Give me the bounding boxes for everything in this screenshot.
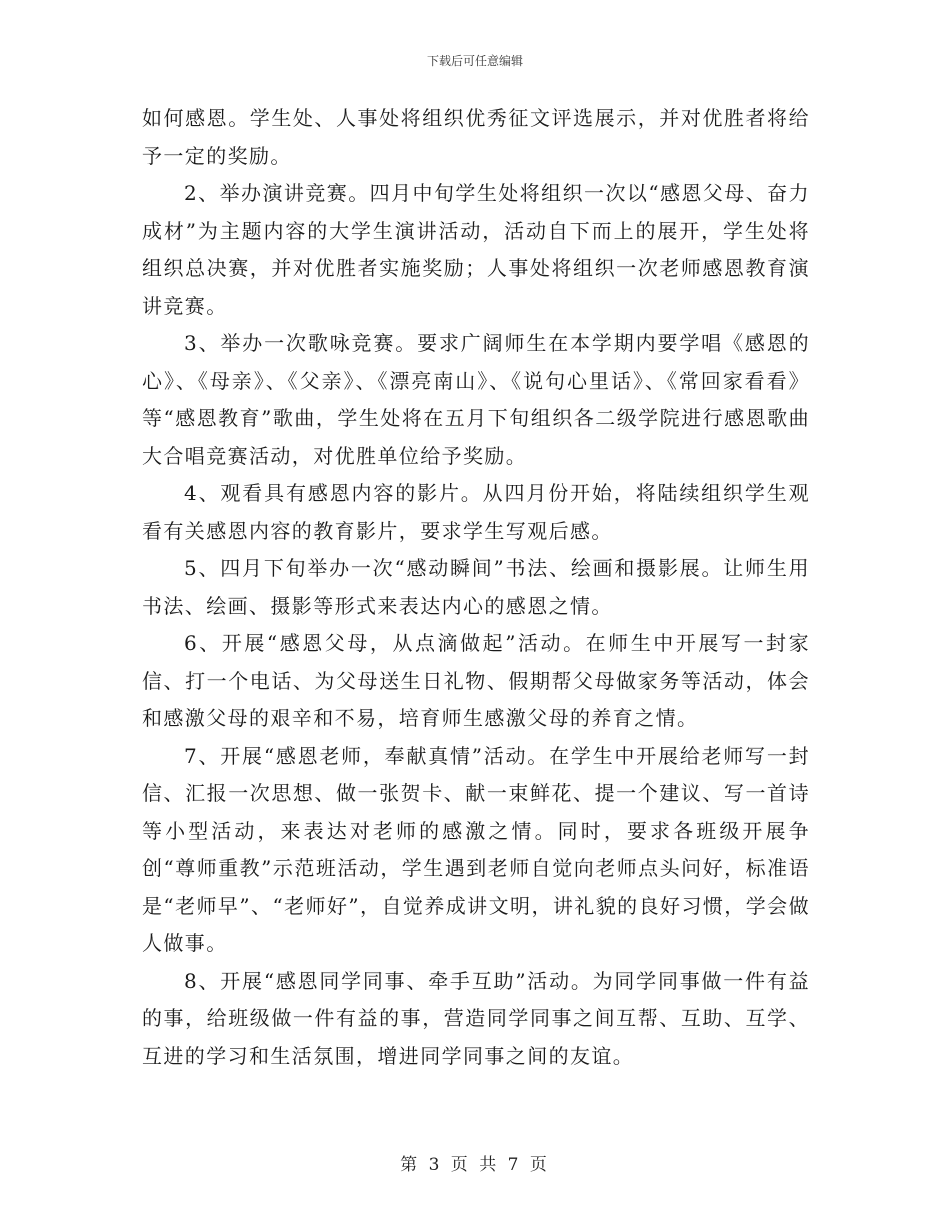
paragraph-item-3: 3、举办一次歌咏竞赛。要求广阔师生在本学期内要学唱《感恩的心》、《母亲》、《父亲》、《漂亮南山》、《说句心里话》、《常回家看看》等“感恩教育”歌曲，学生处将在五月下旬组织各二级学院进行感恩歌曲大合唱竞赛活动，对优胜单位给予奖励。 xyxy=(142,331,810,468)
paragraph-item-2: 2、举办演讲竞赛。四月中旬学生处将组织一次以“感恩父母、奋力成材”为主题内容的大学生演讲活动，活动自下而上的展开，学生处将组织总决赛，并对优胜者实施奖励；人事处将组织一次老师感恩教育演讲竞赛。 xyxy=(142,181,810,318)
document-body xyxy=(142,100,810,1075)
page-header: 下载后可任意编辑 xyxy=(426,54,523,68)
paragraph-item-7: 7、开展“感恩老师，奉献真情”活动。在学生中开展给老师写一封信、汇报一次思想、做一张贺卡、献一束鲜花、提一个建议、写一首诗等小型活动，来表达对老师的感激之情。同时，要求各班级开展争创“尊师重教”示范班活动，学生遇到老师自觉向老师点头问好，标准语是“老师早”、“老师好”，自觉养成讲文明，讲礼貌的良好习惯，学会做人做事。 xyxy=(142,743,810,955)
paragraph-item-8: 8、开展“感恩同学同事、牵手互助”活动。为同学同事做一件有益的事，给班级做一件有益的事，营造同学同事之间互帮、互助、互学、互进的学习和生活氛围，增进同学同事之间的友谊。 xyxy=(142,968,810,1068)
page-footer: 第 3 页 共 7 页 xyxy=(400,1155,550,1175)
paragraph-item-5: 5、四月下旬举办一次“感动瞬间”书法、绘画和摄影展。让师生用书法、绘画、摄影等形式来表达内心的感恩之情。 xyxy=(142,556,810,618)
paragraph-item-4: 4、观看具有感恩内容的影片。从四月份开始，将陆续组织学生观看有关感恩内容的教育影片，要求学生写观后感。 xyxy=(142,481,810,543)
paragraph-item-6: 6、开展“感恩父母，从点滴做起”活动。在师生中开展写一封家信、打一个电话、为父母送生日礼物、假期帮父母做家务等活动，体会和感激父母的艰辛和不易，培育师生感激父母的养育之情。 xyxy=(142,631,810,730)
paragraph-continuation: 如何感恩。学生处、人事处将组织优秀征文评选展示，并对优胜者将给予一定的奖励。 xyxy=(142,106,810,168)
